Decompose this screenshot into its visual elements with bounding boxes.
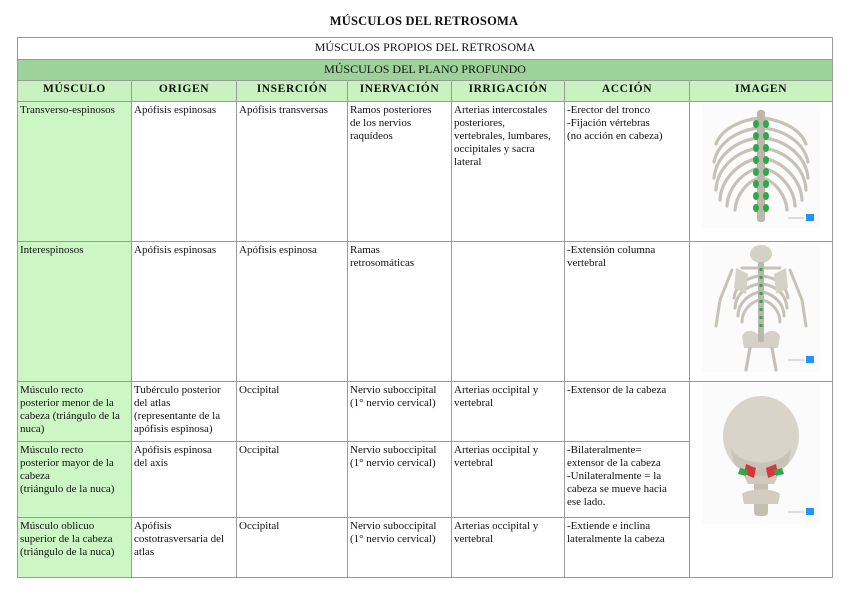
cell-text-line: Apófisis espinosa [134, 444, 212, 456]
column-header: MÚSCULO [18, 81, 132, 102]
cell-text-line: (triángulo de la nuca) [20, 482, 115, 495]
cell-text-line: Nervio suboccipital [350, 384, 437, 396]
table-row [18, 102, 833, 242]
cell-text-line: vertebral [567, 256, 607, 269]
cell-text-line: Occipital [239, 520, 280, 532]
image-cell [690, 102, 833, 242]
cell-text-line: Apófisis transversas [239, 104, 328, 116]
muscle-name-cell [18, 442, 132, 518]
cell-text-line: nuca) [20, 422, 45, 435]
action-cell [565, 518, 690, 578]
cell-text-line: Interespinosos [20, 244, 84, 256]
cell-text-line: Ramos posteriores [350, 104, 432, 116]
cell-text-line: del axis [134, 456, 168, 469]
cell-text-line: (1° nervio cervical) [350, 532, 436, 545]
cell-text-line: lateralmente la cabeza [567, 532, 665, 545]
cell-text-line: vertebral [454, 532, 494, 545]
muscle-name-cell [18, 242, 132, 382]
cell-text-line: superior de la cabeza [20, 532, 113, 545]
cell-text-line: costotrasversaria del [134, 532, 225, 545]
cell-text-line: de los nervios [350, 116, 412, 129]
column-header: INERVACIÓN [348, 81, 452, 102]
cell-text-line: Occipital [239, 384, 280, 396]
cell-text-line: -Extensión columna [567, 244, 656, 256]
cell-text-line: Músculo recto [20, 444, 84, 456]
muscle-name-cell [18, 518, 132, 578]
column-header: IMAGEN [690, 81, 833, 102]
table-row [18, 382, 833, 442]
cell-text-line: vertebrales, lumbares, [454, 129, 551, 142]
skull-suboccipital-illustration-icon [702, 384, 820, 524]
cell-text-line: lateral [454, 155, 482, 168]
cell-text-line: Transverso-espinosos [20, 104, 115, 116]
cell-text-line: (triángulo de la nuca) [20, 545, 115, 558]
cell-text-line: extensor de la cabeza [567, 456, 661, 469]
cell-text-line: cabeza (triángulo de la [20, 409, 120, 422]
origin-cell [132, 242, 237, 382]
cell-text-line: posterior mayor de la [20, 456, 114, 469]
cell-text-line: (no acción en cabeza) [567, 129, 663, 142]
innervation-cell [348, 518, 452, 578]
cell-text-line: -Erector del tronco [567, 104, 651, 116]
cell-text-line: -Extensor de la cabeza [567, 384, 667, 396]
cell-text-line: atlas [134, 545, 155, 558]
cell-text-line: Ramas [350, 244, 380, 256]
cell-text-line: Nervio suboccipital [350, 520, 437, 532]
column-header-row [18, 81, 833, 102]
innervation-cell [348, 102, 452, 242]
cell-text-line: Nervio suboccipital [350, 444, 437, 456]
cell-text-line: -Extiende e inclina [567, 520, 651, 532]
cell-text-line: raquídeos [350, 129, 393, 142]
insertion-cell [237, 102, 348, 242]
cell-text-line: vertebral [454, 456, 494, 469]
origin-cell [132, 382, 237, 442]
column-header: IRRIGACIÓN [452, 81, 565, 102]
cell-text-line: (1° nervio cervical) [350, 396, 436, 409]
action-cell [565, 102, 690, 242]
cell-text-line: Músculo recto [20, 384, 84, 396]
cell-text-line: cabeza [20, 469, 50, 482]
insertion-cell [237, 242, 348, 382]
cell-text-line: posteriores, [454, 116, 506, 129]
cell-text-line: Tubérculo posterior [134, 384, 221, 396]
action-cell [565, 242, 690, 382]
cell-text-line: cabeza se mueve hacia [567, 482, 667, 495]
document-title: MÚSCULOS DEL RETROSOMA [329, 14, 519, 28]
column-header: ACCIÓN [565, 81, 690, 102]
cell-text-line: Arterias occipital y [454, 520, 539, 532]
cell-text-line: (1° nervio cervical) [350, 456, 436, 469]
cell-text-line: Apófisis espinosas [134, 244, 217, 256]
image-cell [690, 382, 833, 578]
innervation-cell [348, 382, 452, 442]
innervation-cell [348, 442, 452, 518]
muscle-name-cell [18, 382, 132, 442]
cell-text-line: -Unilateralmente = la [567, 469, 662, 482]
cell-text-line: occipitales y sacra [454, 142, 535, 155]
origin-cell [132, 518, 237, 578]
cell-text-line: del atlas [134, 396, 171, 409]
cell-text-line: apófisis espinosa) [134, 422, 213, 435]
image-cell [690, 242, 833, 382]
insertion-cell [237, 442, 348, 518]
insertion-cell [237, 382, 348, 442]
cell-text-line: Músculo oblicuo [20, 520, 95, 532]
column-header: INSERCIÓN [237, 81, 348, 102]
action-cell [565, 442, 690, 518]
cell-text-line: vertebral [454, 396, 494, 409]
insertion-cell [237, 518, 348, 578]
irrigation-cell [452, 102, 565, 242]
muscles-table [17, 37, 833, 578]
vertebral-column-icon [757, 110, 765, 222]
column-header: ORIGEN [132, 81, 237, 102]
irrigation-cell [452, 442, 565, 518]
cell-text-line: (representante de la [134, 409, 221, 422]
cell-text-line: Apófisis [134, 520, 172, 532]
irrigation-cell [452, 518, 565, 578]
skeleton-back-illustration-icon [702, 244, 820, 372]
irrigation-cell [452, 242, 565, 382]
cell-text-line: Arterias occipital y [454, 384, 539, 396]
cell-text-line: Apófisis espinosa [239, 244, 317, 256]
cell-text-line: retrosomáticas [350, 256, 415, 269]
badge-icon [806, 508, 814, 515]
badge-icon [806, 356, 814, 363]
irrigation-cell [452, 382, 565, 442]
cell-text-line: -Bilateralmente= [567, 444, 642, 456]
group-header: MÚSCULOS PROPIOS DEL RETROSOMA [18, 38, 833, 60]
origin-cell [132, 102, 237, 242]
action-cell [565, 382, 690, 442]
cell-text-line: Occipital [239, 444, 280, 456]
table-row [18, 242, 833, 382]
cell-text-line: posterior menor de la [20, 396, 114, 409]
cell-text-line: -Fijación vértebras [567, 116, 650, 129]
rib-cage-spine-illustration-icon [702, 104, 820, 228]
origin-cell [132, 442, 237, 518]
cell-text-line: ese lado. [567, 495, 606, 508]
cell-text-line: Arterias occipital y [454, 444, 539, 456]
muscle-name-cell [18, 102, 132, 242]
innervation-cell [348, 242, 452, 382]
cell-text-line: Arterias intercostales [454, 104, 548, 116]
badge-icon [806, 214, 814, 221]
subgroup-header: MÚSCULOS DEL PLANO PROFUNDO [18, 60, 833, 81]
cell-text-line: Apófisis espinosas [134, 104, 217, 116]
